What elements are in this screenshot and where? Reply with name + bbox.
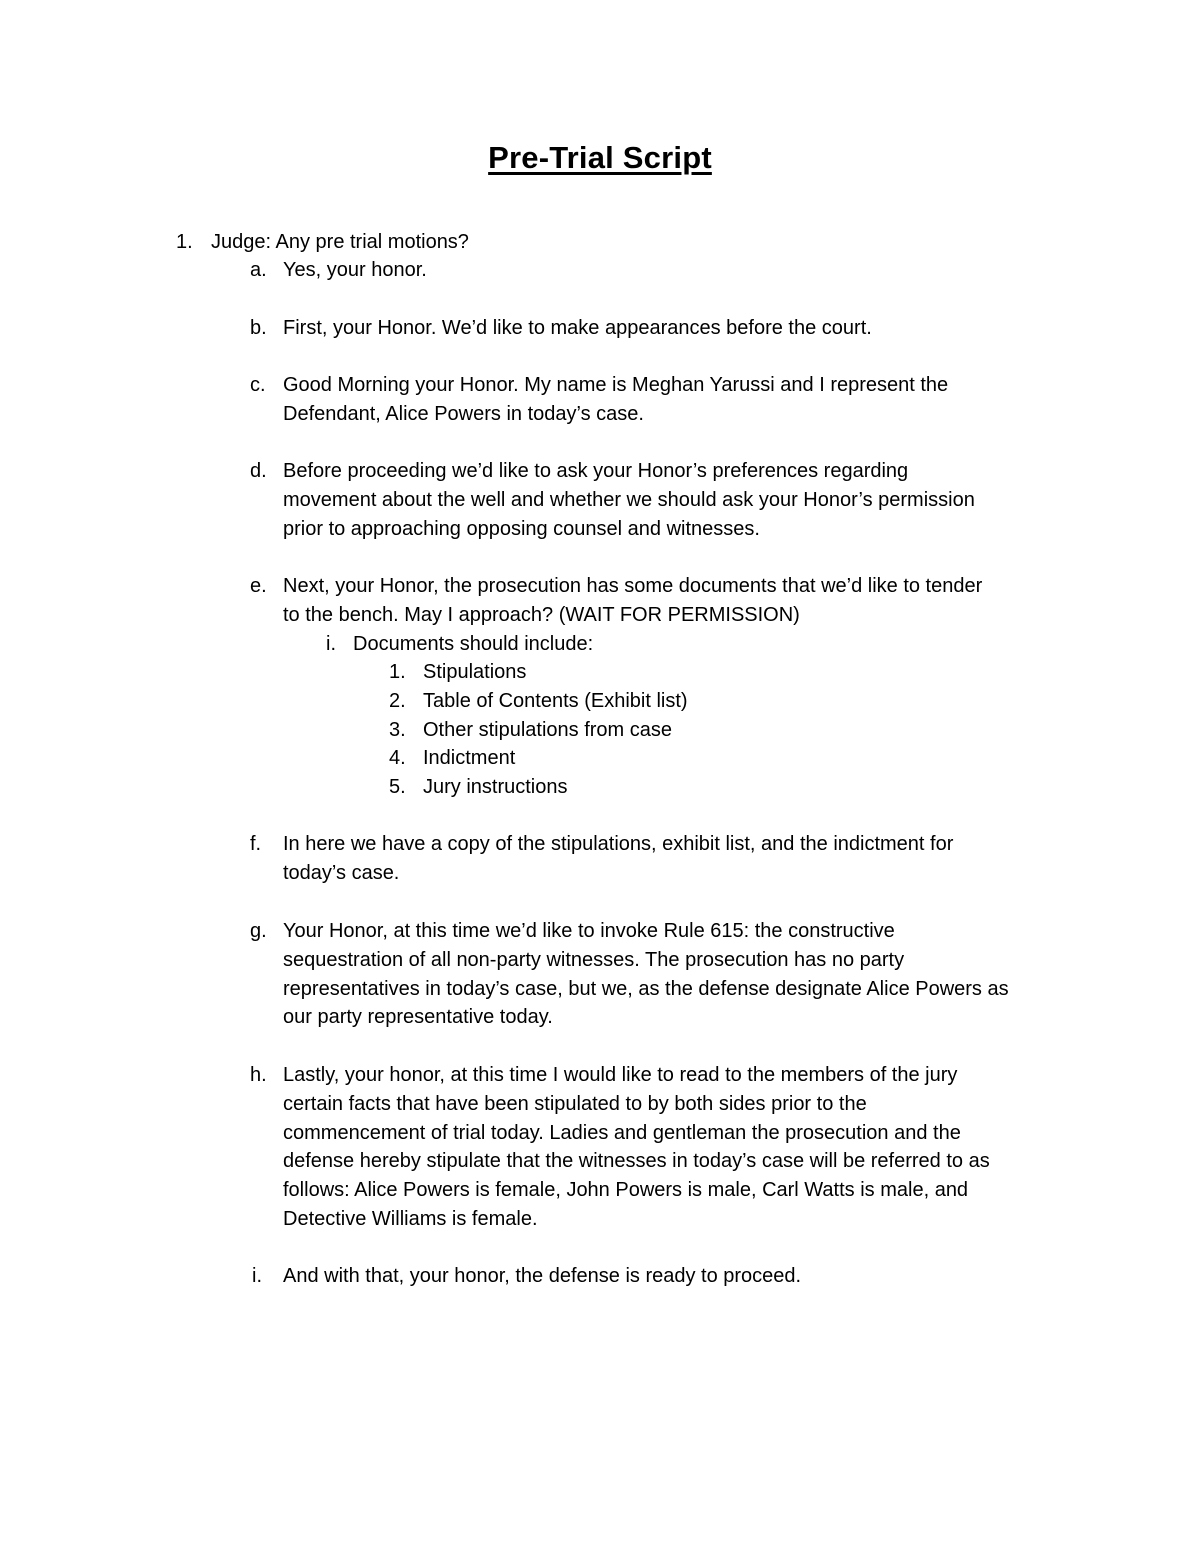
subitem-line: Good Morning your Honor. My name is Meghan Yarussi and I represent the [283, 374, 949, 396]
subitem-c-text [283, 371, 1073, 429]
subitem-line: First, your Honor. We’d like to make appearances before the court. [283, 317, 872, 339]
document-list-item: Jury instructions [423, 776, 568, 798]
documents-heading: Documents should include: [353, 633, 594, 655]
document-list-number: 4. [389, 747, 406, 769]
subitem-line: Next, your Honor, the prosecution has some documents that we’d like to tender [283, 575, 983, 597]
subitem-line: movement about the well and whether we should ask your Honor’s permission [283, 488, 975, 511]
subitem-d-text [283, 457, 1073, 543]
item-number: 1. [176, 231, 193, 253]
subitem-h-marker: h. [250, 1064, 267, 1086]
subitem-a-marker: a. [250, 259, 267, 281]
subitem-line: follows: Alice Powers is female, John Powers is male, Carl Watts is male, and [283, 1179, 969, 1202]
document-title: Pre-Trial Script [488, 140, 712, 175]
subitem-line: commencement of trial today. Ladies and gentleman the prosecution and the [283, 1121, 961, 1144]
subitem-line: prior to approaching opposing counsel and witnesses. [283, 517, 760, 540]
subitem-b-marker: b. [250, 317, 267, 339]
subitem-line: today’s case. [283, 861, 400, 884]
subitem-line: Yes, your honor. [283, 259, 427, 281]
document-list-item: Indictment [423, 747, 516, 769]
subitem-f-text [283, 830, 1073, 888]
subitem-h-text [283, 1061, 1073, 1234]
document-list-number: 5. [389, 776, 406, 798]
document-list-item: Table of Contents (Exhibit list) [423, 690, 688, 712]
subitem-line: representatives in today’s case, but we, as the defense designate Alice Powers as [283, 977, 1009, 1000]
subitem-a-text [283, 256, 1073, 285]
subitem-c-marker: c. [250, 374, 266, 396]
subitem-line: Lastly, your honor, at this time I would like to read to the members of the jury [283, 1064, 958, 1086]
documents-marker: i. [326, 633, 336, 655]
subitem-line: Detective Williams is female. [283, 1207, 538, 1230]
subitem-line: In here we have a copy of the stipulations, exhibit list, and the indictment for [283, 833, 954, 855]
speaker-label: Judge: [211, 231, 272, 253]
document-list-item: Other stipulations from case [423, 719, 672, 741]
subitem-i-marker: i. [252, 1265, 262, 1287]
subitem-d-marker: d. [250, 460, 267, 482]
subitem-e-marker: e. [250, 575, 267, 597]
subitem-line: And with that, your honor, the defense is ready to proceed. [283, 1265, 802, 1287]
document-list-number: 3. [389, 719, 406, 741]
subitem-line: Your Honor, at this time we’d like to invoke Rule 615: the constructive [283, 920, 895, 942]
subitem-i-text [283, 1262, 1073, 1291]
item-1-line [211, 228, 469, 257]
subitem-line: to the bench. May I approach? (WAIT FOR PERMISSION) [283, 603, 800, 626]
subitem-b-text [283, 314, 1073, 343]
subitem-line: our party representative today. [283, 1006, 553, 1029]
document-list-number: 1. [389, 661, 406, 683]
subitem-line: Defendant, Alice Powers in today’s case. [283, 402, 644, 425]
subitem-line: Before proceeding we’d like to ask your Honor’s preferences regarding [283, 460, 909, 482]
subitem-g-text [283, 917, 1073, 1032]
subitem-line: sequestration of all non-party witnesses. The prosecution has no party [283, 948, 905, 971]
subitem-line: certain facts that have been stipulated to by both sides prior to the [283, 1092, 867, 1115]
subitem-f-marker: f. [250, 833, 262, 855]
subitem-g-marker: g. [250, 920, 267, 942]
subitem-line: defense hereby stipulate that the witnesses in today’s case will be referred to as [283, 1150, 990, 1173]
item-1-text: Any pre trial motions? [275, 231, 469, 253]
subitem-e-text [283, 572, 1073, 630]
document-list-item: Stipulations [423, 661, 527, 683]
document-list-number: 2. [389, 690, 406, 712]
